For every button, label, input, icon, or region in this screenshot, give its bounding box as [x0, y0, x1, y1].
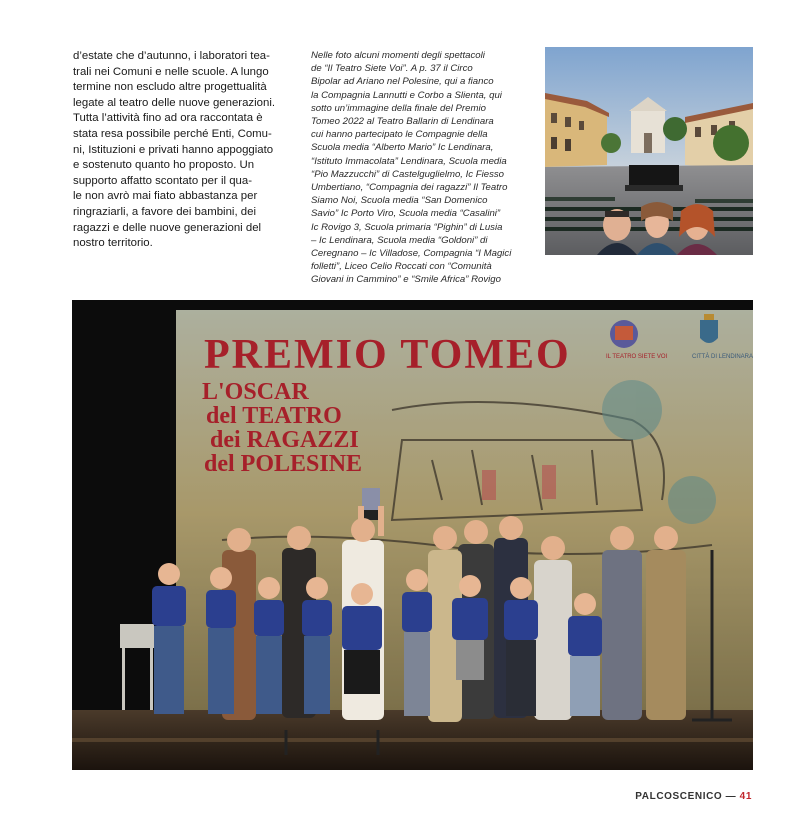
body-line: supporto affatto scontato per il qua-	[73, 174, 252, 187]
banner-title: PREMIO TOMEO	[204, 332, 571, 378]
caption-line: Savio” Ic Porto Viro, Scuola media “Casalini”	[311, 208, 501, 220]
body-line: stata resa possibile perché Enti, Comu-	[73, 127, 272, 140]
body-line: ragazzi e delle nuove generazioni del	[73, 221, 262, 234]
caption-line: la Compagnia Lannutti e Corbo a Slienta, qui	[311, 89, 502, 101]
caption-line: cui hanno partecipato le Compagnie della	[311, 129, 488, 141]
body-line: termine non escludo altre progettualità	[73, 81, 267, 94]
page-number: 41	[739, 791, 752, 802]
banner-subtitle-line: L'OSCAR	[202, 379, 309, 405]
caption-line: “Pio Mazzucchi” di Castelguglielmo, Ic Fiesso	[311, 168, 505, 180]
caption-line: Bipolar ad Ariano nel Polesine, qui a fianco	[311, 76, 494, 88]
people-group	[597, 202, 717, 255]
logo-left-text: IL TEATRO SIETE VOI	[606, 354, 668, 360]
page-footer	[635, 791, 752, 802]
photo-caption	[311, 49, 523, 287]
body-line: nostro territorio.	[73, 237, 153, 250]
caption-line: Ic Rovigo 3, Scuola primaria “Pighin” di Lusia	[311, 221, 503, 233]
caption-line: Ceregnano – Ic Villadose, Compagnia “I Magici	[311, 248, 512, 260]
body-line: legate al teatro delle nuove generazioni.	[73, 96, 276, 109]
body-line: ringraziarli, a favore dei bambini, dei	[73, 205, 256, 218]
body-line: le non avrò mai fiato abbastanza per	[73, 190, 258, 203]
caption-line: Umbertiano, “Compagnia dei ragazzi” Il Teatro	[311, 182, 508, 194]
caption-line: de “Il Teatro Siete Voi”. A p. 37 il Circo	[311, 63, 473, 75]
caption-line: – Ic Lendinara, Scuola media “Goldoni” di	[311, 234, 488, 246]
piazza-photo	[545, 47, 753, 255]
article-body-text	[73, 49, 283, 252]
trophy	[362, 488, 380, 520]
caption-line: Giovani in Cammino” e “Smile Africa” Rovigo	[311, 274, 501, 286]
banner-subtitle-line: del TEATRO	[206, 403, 342, 429]
stage-illustration	[72, 300, 753, 770]
body-line: ni, Istituzioni e privati hanno appoggiato	[73, 143, 274, 156]
body-line: d’estate che d’autunno, i laboratori tea-	[73, 50, 270, 62]
section-name: PALCOSCENICO —	[635, 791, 737, 802]
premio-tomeo-stage-photo	[72, 300, 753, 770]
logo-right-text: CITTÀ DI LENDINARA	[692, 354, 753, 360]
caption-line: Scuola media “Alberto Mario” Ic Lendinara,	[311, 142, 494, 154]
caption-line: folletti”, Liceo Celio Roccati con “Comunità	[311, 261, 492, 273]
caption-line: sotto un’immagine della finale del Premio	[311, 102, 486, 114]
body-line: e sostenuto quanto ho proposto. Un	[73, 159, 255, 172]
body-line: trali nei Comuni e nelle scuole. A lungo	[73, 65, 269, 78]
banner-subtitle-line: dei RAGAZZI	[210, 427, 359, 453]
body-line: Tutta l’attività fino ad ora raccontata è	[73, 112, 263, 125]
caption-line: “Istituto Immacolata” Lendinara, Scuola media	[311, 155, 507, 167]
caption-line: Nelle foto alcuni momenti degli spettacoli	[311, 50, 485, 61]
piazza-illustration	[545, 47, 753, 255]
caption-line: Tomeo 2022 al Teatro Ballarin di Lendinara	[311, 116, 494, 128]
banner-subtitle-line: del POLESINE	[204, 451, 363, 477]
caption-line: Siamo Noi, Scuola media “San Domenico	[311, 195, 488, 207]
